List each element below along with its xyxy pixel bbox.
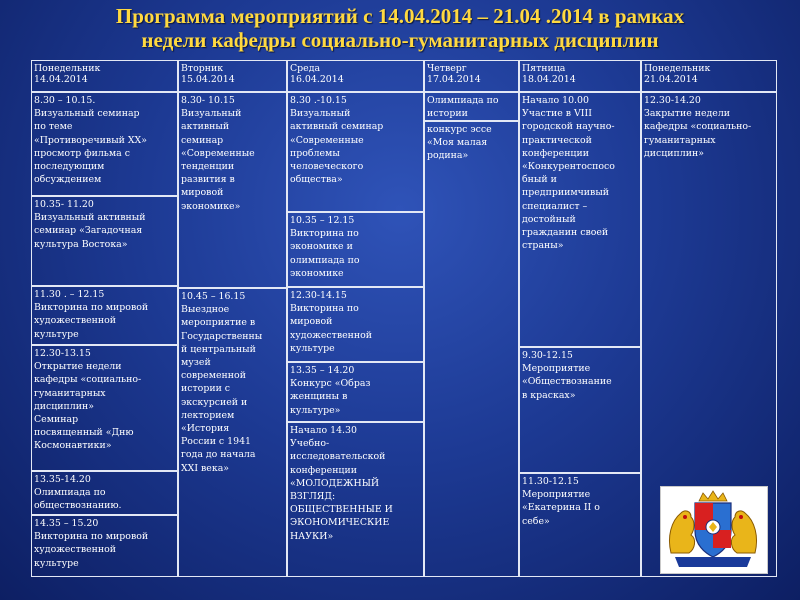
event-mon-5: 13.35-14.20 Олимпиада по обществознанию.: [31, 471, 178, 515]
event-wed-3: 12.30-14.15 Викторина по мировой художественной культуре: [287, 287, 424, 362]
event-wed-5: Начало 14.30 Учебно- исследовательской конференции «МОЛОДЕЖНЫЙ ВЗГЛЯД: ОБЩЕСТВЕННЫЕ И ЭКОНОМИЧЕСКИЕ НАУКИ»: [287, 422, 424, 577]
event-mon-6: 14.35 – 15.20 Викторина по мировой художественной культуре: [31, 515, 178, 577]
header-wednesday: Среда 16.04.2014: [287, 60, 424, 92]
event-thu-1: Олимпиада по истории: [424, 92, 519, 121]
college-emblem-icon: [661, 487, 765, 571]
event-tue-1: 8.30- 10.15 Визуальный активный семинар «Современные тенденции развития в мировой экономике»: [178, 92, 287, 288]
event-mon21-1: 12.30-14.20 Закрытие недели кафедры «социально- гуманитарных дисциплин»: [641, 92, 777, 577]
header-tuesday: Вторник 15.04.2014: [178, 60, 287, 92]
event-wed-4: 13.35 – 14.20 Конкурс «Образ женщины в культуре»: [287, 362, 424, 422]
header-monday-21: Понедельник 21.04.2014: [641, 60, 777, 92]
event-fri-2: 9.30-12.15 Мероприятие «Обществознание в красках»: [519, 347, 641, 473]
header-friday: Пятница 18.04.2014: [519, 60, 641, 92]
header-monday: Понедельник 14.04.2014: [31, 60, 178, 92]
event-tue-2: 10.45 – 16.15 Выездное мероприятие в Государственны й центральный музей современной истории с экскурсией и лекторием «История России с 1941 года до начала XXI века»: [178, 288, 287, 577]
event-wed-2: 10.35 – 12.15 Викторина по экономике и олимпиада по экономике: [287, 212, 424, 287]
event-mon-1: 8.30 – 10.15. Визуальный семинар по теме «Противоречивый XX» просмотр фильма с последующим обсуждением: [31, 92, 178, 196]
event-mon-3: 11.30 . – 12.15 Викторина по мировой художественной культуре: [31, 286, 178, 345]
event-thu-2: конкурс эссе «Моя малая родина»: [424, 121, 519, 577]
title-line-1: Программа мероприятий с 14.04.2014 – 21.04 .2014 в рамках: [115, 4, 685, 28]
event-wed-1: 8.30 .-10.15 Визуальный активный семинар «Современные проблемы человеческого общества»: [287, 92, 424, 212]
event-fri-1: Начало 10.00 Участие в VIII городской научно- практической конференции «Конкурентоспосо бный и предприимчивый специалист – достойный гражданин своей страны»: [519, 92, 641, 347]
event-fri-3: 11.30-12.15 Мероприятие «Екатерина II о себе»: [519, 473, 641, 577]
header-thursday: Четверг 17.04.2014: [424, 60, 519, 92]
event-mon-4: 12.30-13.15 Открытие недели кафедры «социально- гуманитарных дисциплин» Семинар посвященный «Дню Космонавтики»: [31, 345, 178, 471]
title-line-2: недели кафедры социально-гуманитарных дисциплин: [141, 28, 659, 52]
event-mon-2: 10.35- 11.20 Визуальный активный семинар «Загадочная культура Востока»: [31, 196, 178, 286]
college-logo: [660, 486, 768, 574]
